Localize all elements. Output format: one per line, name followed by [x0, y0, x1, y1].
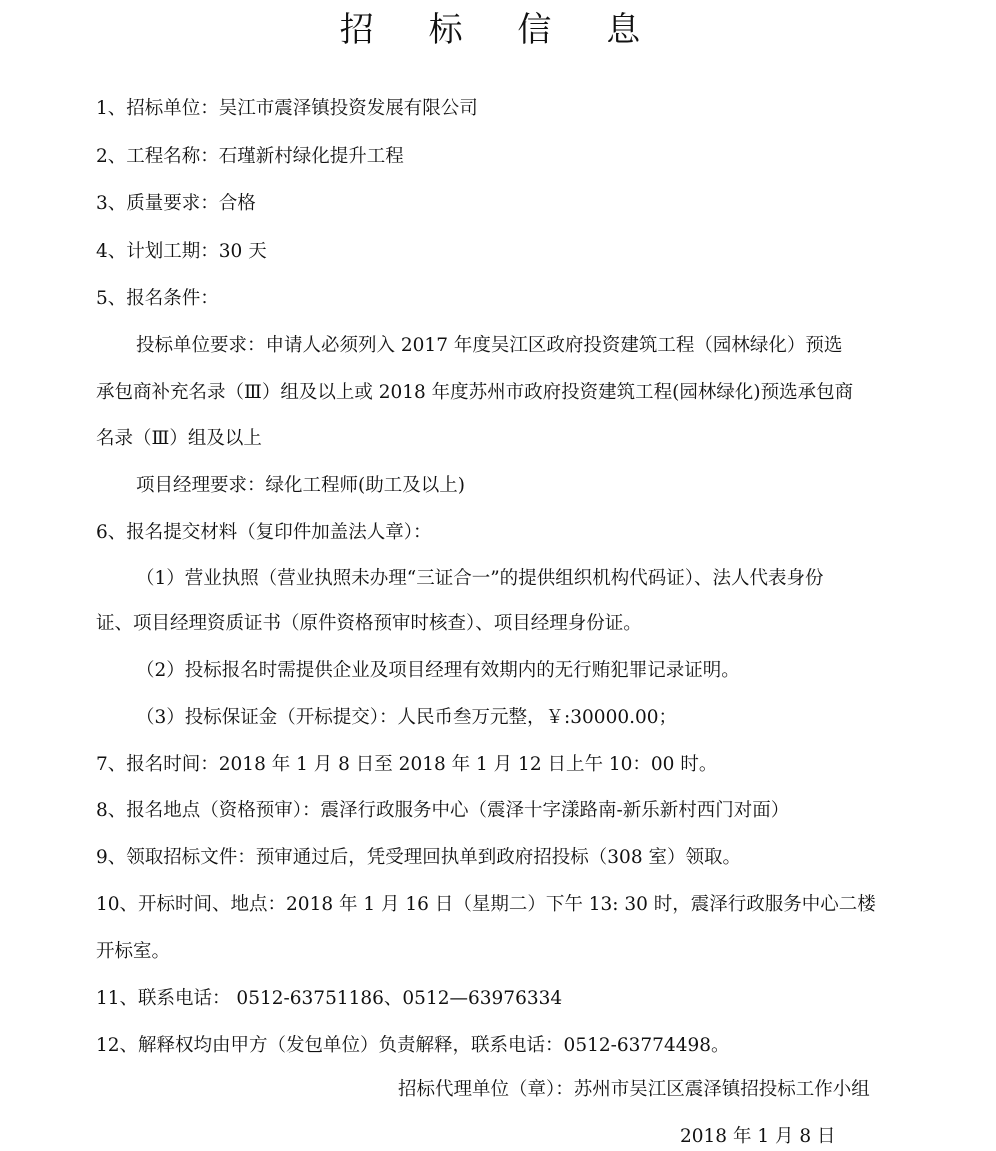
item-quality: 3、质量要求：合格	[96, 193, 256, 214]
item-registration-place: 8、报名地点（资格预审）：震泽行政服务中心（震泽十字漾路南-新乐新村西门对面）	[96, 800, 790, 821]
item-bid-unit: 1、招标单位：吴江市震泽镇投资发展有限公司	[96, 98, 478, 119]
bidder-requirement-line1: 投标单位要求：申请人必须列入 2017 年度吴江区政府投资建筑工程（园林绿化）预选	[136, 335, 843, 356]
item-project-name: 2、工程名称：石瑾新村绿化提升工程	[96, 146, 404, 167]
item-opening-time-line1: 10、开标时间、地点：2018 年 1 月 16 日（星期二）下午 13: 30 时，震泽行政服务中心二楼	[96, 894, 876, 915]
materials-3: （3）投标保证金（开标提交）：人民币叁万元整，￥:30000.00；	[136, 707, 678, 728]
item-contact-phone: 11、联系电话： 0512-63751186、0512—63976334	[96, 988, 563, 1009]
item-interpretation: 12、解释权均由甲方（发包单位）负责解释，联系电话：0512-63774498。	[96, 1035, 730, 1056]
materials-1-line2: 证、项目经理资质证书（原件资格预审时核查）、项目经理身份证。	[96, 613, 642, 634]
materials-2: （2）投标报名时需提供企业及项目经理有效期内的无行贿犯罪记录证明。	[136, 660, 740, 681]
item-materials: 6、报名提交材料（复印件加盖法人章）：	[96, 522, 432, 543]
bidder-requirement-line2: 承包商补充名录（Ⅲ）组及以上或 2018 年度苏州市政府投资建筑工程(园林绿化)预选承包商	[96, 382, 854, 403]
signature-date: 2018 年 1 月 8 日	[680, 1126, 836, 1147]
item-bid-documents: 9、领取招标文件：预审通过后，凭受理回执单到政府招投标（308 室）领取。	[96, 847, 741, 868]
bidder-requirement-line3: 名录（Ⅲ）组及以上	[96, 428, 262, 449]
page-title: 招 标 信 息	[339, 10, 663, 50]
item-registration-time: 7、报名时间：2018 年 1 月 8 日至 2018 年 1 月 12 日上午 10：00 时。	[96, 754, 718, 775]
item-duration: 4、计划工期：30 天	[96, 241, 267, 262]
manager-requirement: 项目经理要求：绿化工程师(助工及以上)	[136, 475, 465, 496]
item-registration-conditions: 5、报名条件：	[96, 288, 219, 309]
materials-1-line1: （1）营业执照（营业执照未办理“三证合一”的提供组织机构代码证）、法人代表身份	[136, 568, 824, 589]
item-opening-time-line2: 开标室。	[96, 941, 171, 962]
agency-signature: 招标代理单位（章）：苏州市吴江区震泽镇招投标工作小组	[398, 1079, 870, 1100]
